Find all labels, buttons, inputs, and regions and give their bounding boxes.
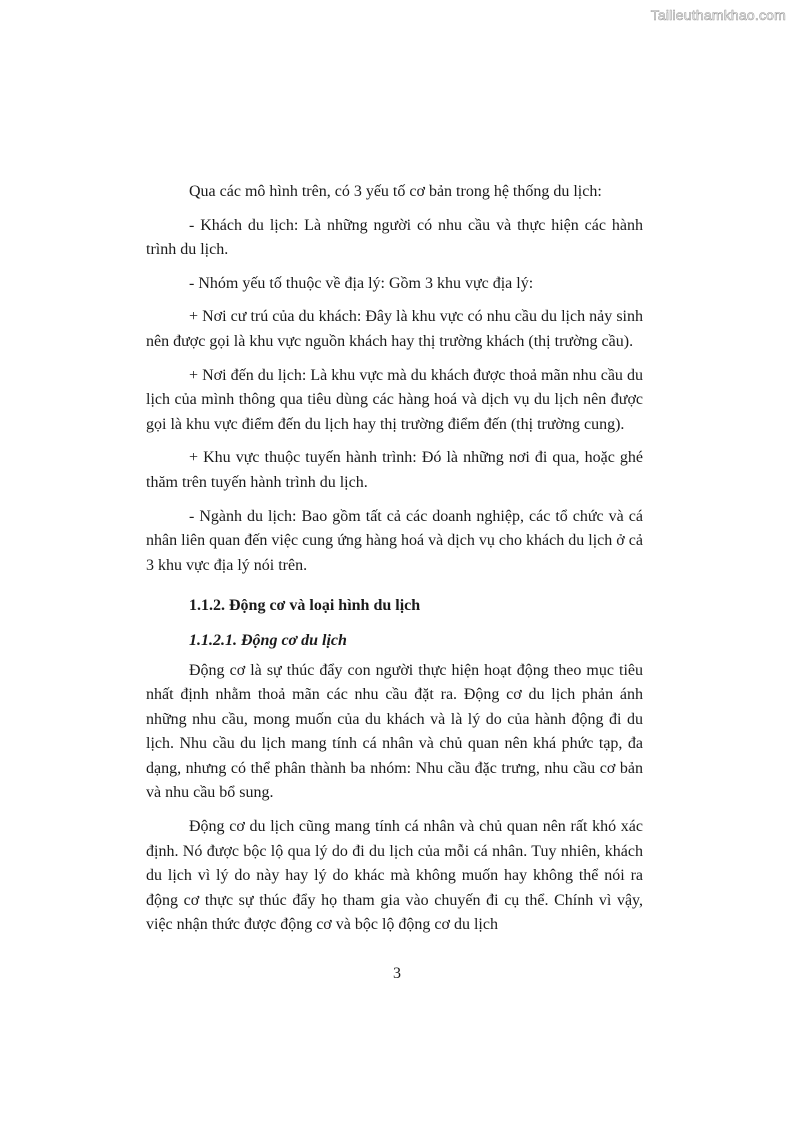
- page-number: 3: [393, 965, 401, 982]
- paragraph: + Nơi cư trú của du khách: Đây là khu vực có nhu cầu du lịch nảy sinh nên được gọi là khu vực nguồn khách hay thị trường khách (thị trường cầu).: [146, 308, 643, 350]
- paragraph: Qua các mô hình trên, có 3 yếu tố cơ bản trong hệ thống du lịch:: [189, 183, 602, 200]
- paragraph: Động cơ là sự thúc đẩy con người thực hiện hoạt động theo mục tiêu nhất định nhằm thoả mãn các nhu cầu đặt ra. Động cơ du lịch phản ánh những nhu cầu, mong muốn của du khách và là lý do của hành động đi du lịch. Nhu cầu du lịch mang tính cá nhân và chủ quan nên khá phức tạp, đa dạng, nhưng có thể phân thành ba nhóm: Nhu cầu đặc trưng, nhu cầu cơ bản và nhu cầu bổ sung.: [146, 661, 643, 802]
- paragraph: Động cơ du lịch cũng mang tính cá nhân và chủ quan nên rất khó xác định. Nó được bộc lộ qua lý do đi du lịch của mỗi cá nhân. Tuy nhiên, khách du lịch vì lý do này hay lý do khác mà không muốn hay không thể nói ra động cơ thực sự thúc đẩy họ tham gia vào chuyến đi cụ thể. Chính vì vậy, việc nhận thức được động cơ và bộc lộ động cơ du lịch: [146, 818, 643, 934]
- subsection-heading: 1.1.2.1. Động cơ du lịch: [189, 631, 347, 649]
- paragraph: - Ngành du lịch: Bao gồm tất cả các doanh nghiệp, các tổ chức và cá nhân liên quan đến việc cung ứng hàng hoá và dịch vụ cho khách du lịch ở cả 3 khu vực địa lý nói trên.: [146, 507, 643, 574]
- paragraph: - Khách du lịch: Là những người có nhu cầu và thực hiện các hành trình du lịch.: [146, 216, 643, 259]
- paragraph: + Khu vực thuộc tuyến hành trình: Đó là những nơi đi qua, hoặc ghé thăm trên tuyến hành trình du lịch.: [146, 449, 643, 491]
- page-content: [0, 180, 643, 947]
- paragraph: + Nơi đến du lịch: Là khu vực mà du khách được thoả mãn nhu cầu du lịch của mình thông qua tiêu dùng các hàng hoá và dịch vụ du lịch nên được gọi là khu vực điểm đến du lịch hay thị trường điểm đến (thị trường cung).: [146, 366, 643, 433]
- section-heading: 1.1.2. Động cơ và loại hình du lịch: [189, 597, 421, 615]
- watermark: Tailieuthamkhao.com: [650, 7, 786, 23]
- paragraph: - Nhóm yếu tố thuộc về địa lý: Gồm 3 khu vực địa lý:: [189, 274, 534, 292]
